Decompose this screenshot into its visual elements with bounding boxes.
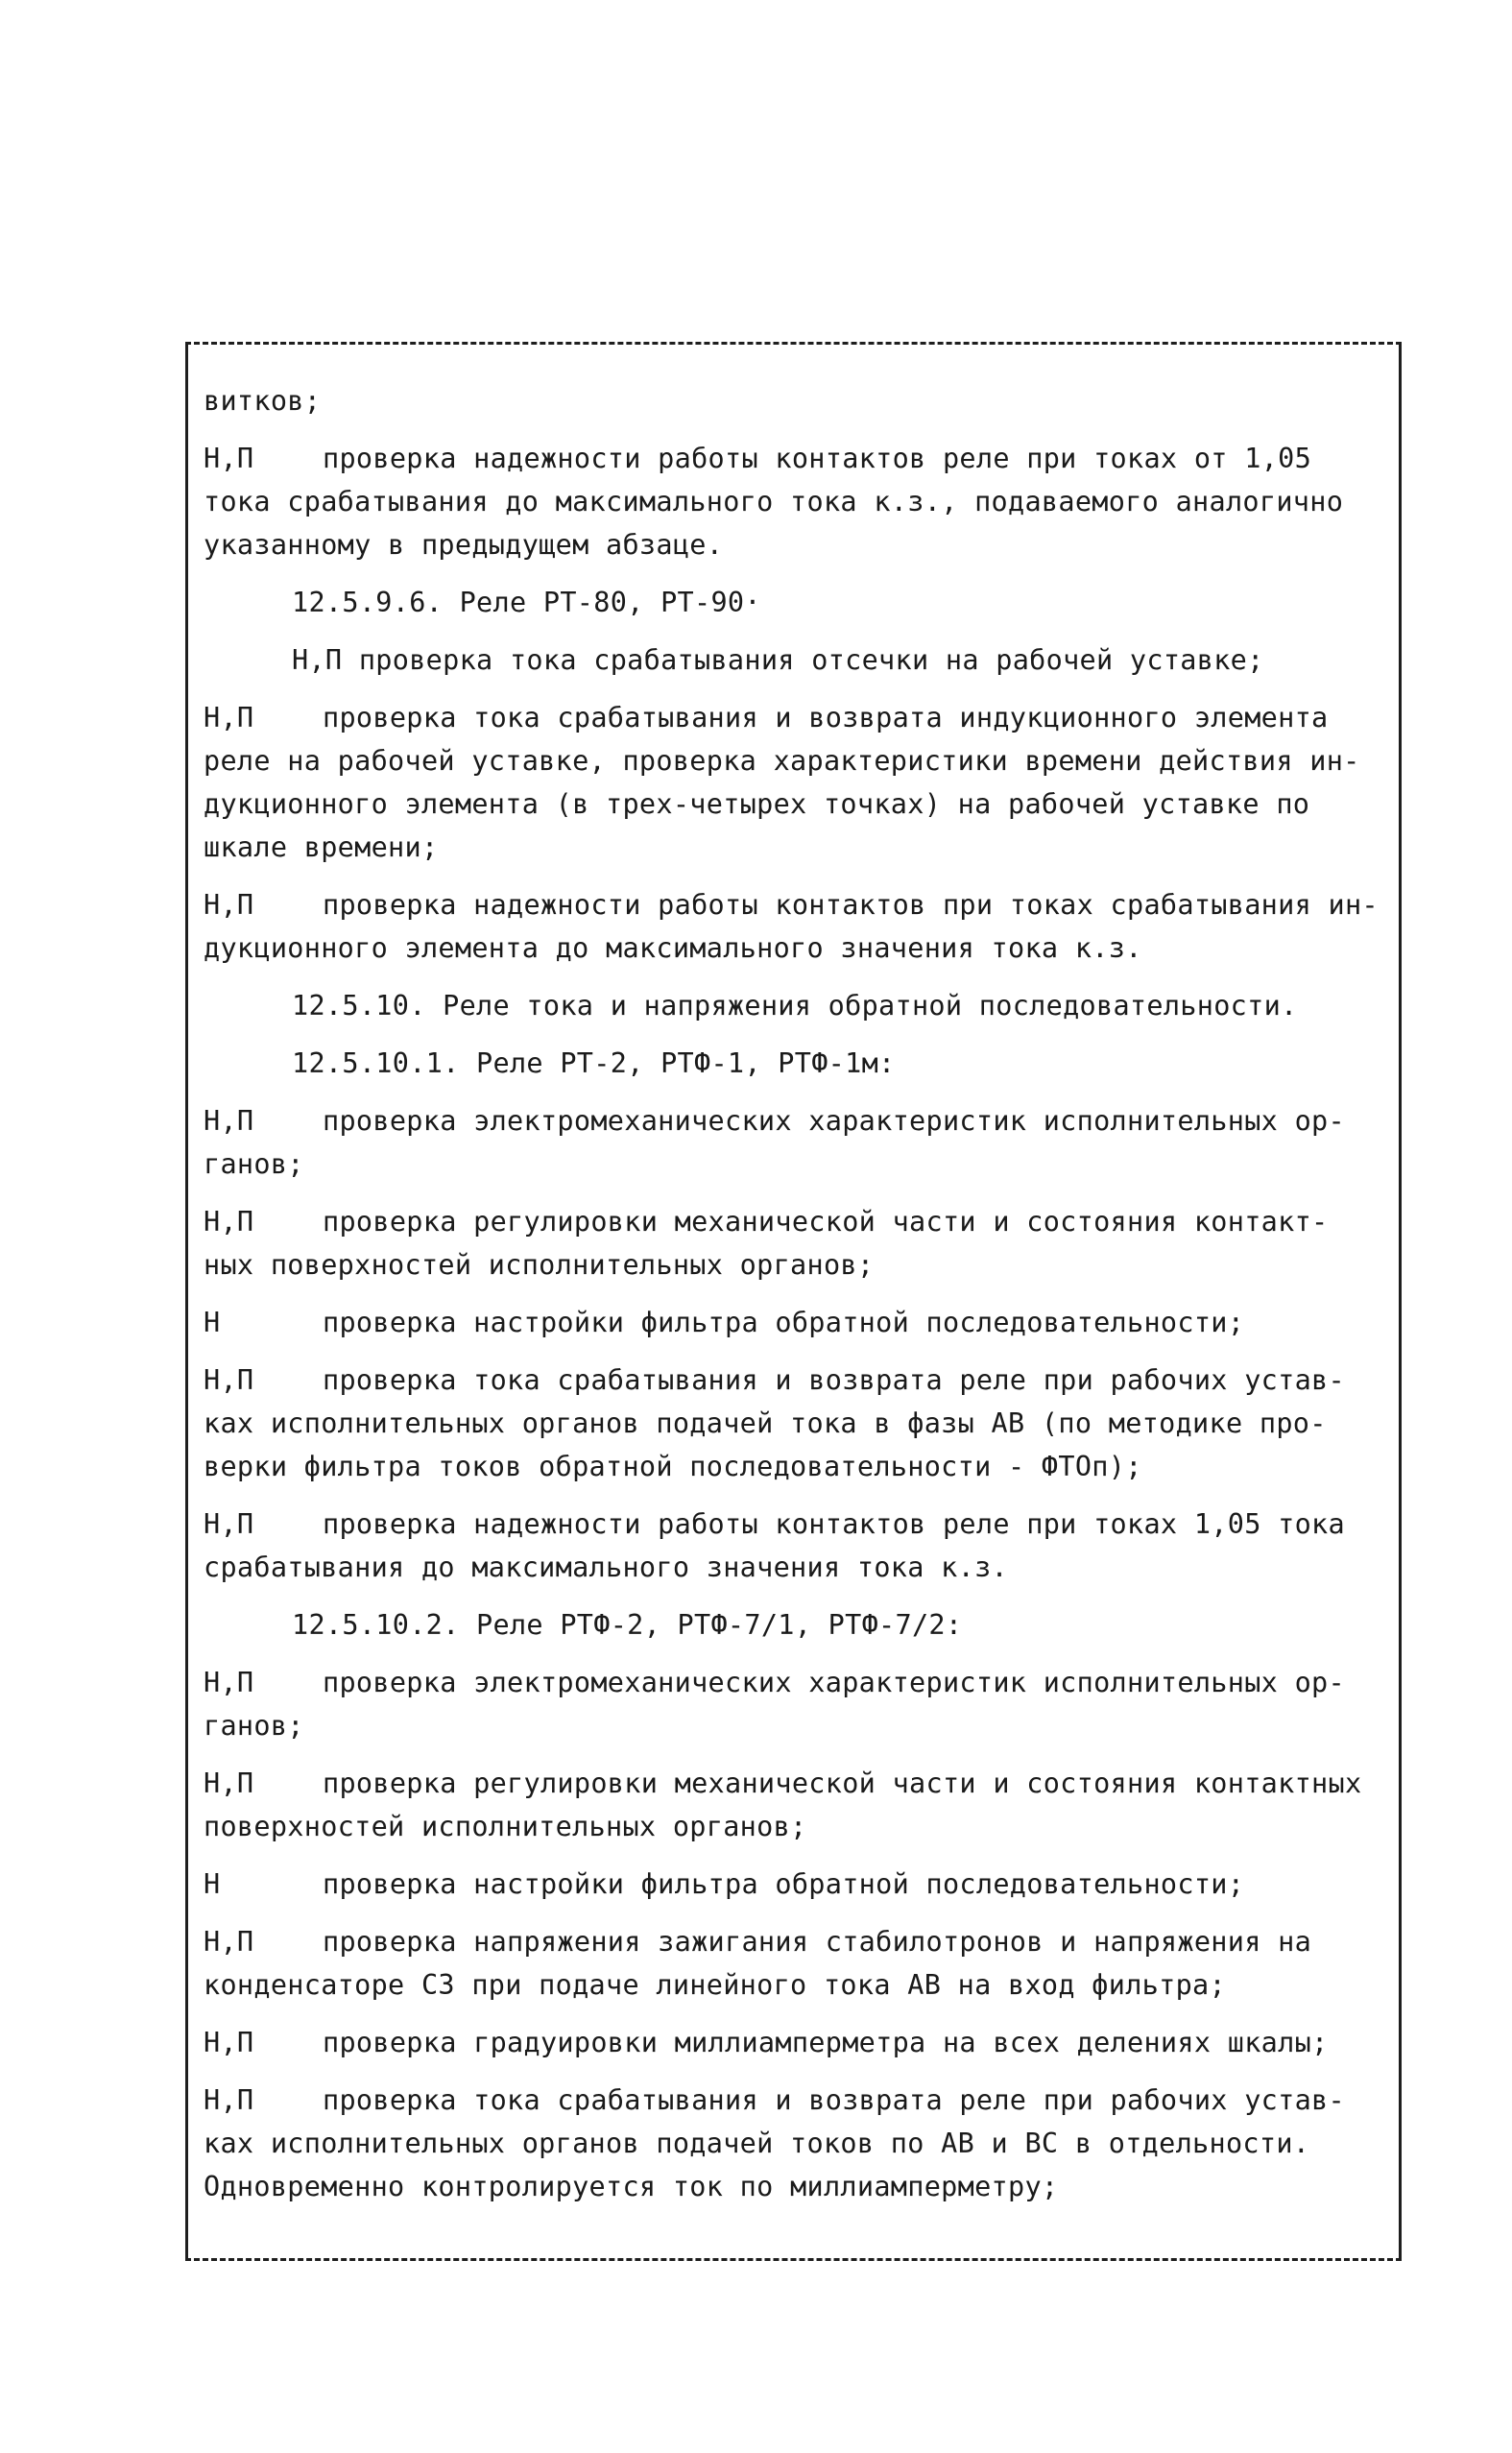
spacer: [204, 1488, 1389, 1503]
spacer: [204, 422, 1389, 437]
check-item-first-line: [204, 1200, 1389, 1243]
check-item-text: проверка надежности работы контактов при токах срабатывания ин-: [323, 889, 1379, 921]
check-item: [204, 1920, 1389, 2007]
spacer: [204, 566, 1389, 581]
check-item: [204, 2079, 1389, 2208]
check-item-text: проверка надежности работы контактов реле при токах 1,05 тока: [323, 1508, 1345, 1540]
check-item-mark: Н,П: [204, 1105, 254, 1137]
check-item-continuation: дукционного элемента (в трех-четырех точках) на рабочей уставке по: [204, 788, 1310, 820]
check-item-text: проверка электромеханических характеристик исполнительных ор-: [323, 1667, 1345, 1698]
spacer: [204, 1186, 1389, 1200]
section-heading: 12.5.9.6. Реле РТ-80, РТ-90·: [292, 587, 761, 618]
check-item-mark: Н,П: [204, 889, 254, 921]
check-item: [204, 1359, 1389, 1488]
check-item-continuation: ганов;: [204, 1148, 304, 1180]
spacer: [204, 1344, 1389, 1359]
check-item-continuation: ганов;: [204, 1710, 304, 1742]
check-item-mark: Н,П: [204, 1768, 254, 1799]
check-item: [204, 2021, 1389, 2064]
check-item-mark: Н,П: [204, 2027, 254, 2058]
check-item-continuation: дукционного элемента до максимального значения тока к.з.: [204, 932, 1142, 964]
check-item: [204, 883, 1389, 970]
spacer: [204, 1027, 1389, 1042]
check-item-continuation: ках исполнительных органов подачей тока в фазы АВ (по методике про-: [204, 1407, 1327, 1439]
spacer: [204, 970, 1389, 984]
check-item: [204, 437, 1389, 566]
check-item-continuation: срабатывания до максимального значения тока к.з.: [204, 1551, 1009, 1583]
document-body: [204, 379, 1389, 2208]
check-item-first-line: [204, 2079, 1389, 2122]
check-item-first-line: [204, 1099, 1389, 1142]
check-item-continuation: ках исполнительных органов подачей токов по АВ и ВС в отдельности.: [204, 2128, 1310, 2159]
check-item-text: проверка тока срабатывания и возврата реле при рабочих устав-: [323, 2084, 1345, 2116]
check-item: [204, 1661, 1389, 1747]
check-item-continuation: конденсаторе С3 при подаче линейного тока АВ на вход фильтра;: [204, 1969, 1226, 2001]
section-heading: 12.5.10.2. Реле РТФ-2, РТФ-7/1, РТФ-7/2:: [292, 1609, 963, 1641]
check-item-first-line: [204, 696, 1389, 739]
frame-top-border: [185, 342, 1402, 345]
spacer: [204, 1906, 1389, 1920]
check-item-mark: Н,П: [204, 1364, 254, 1396]
check-item-first-line: [204, 2021, 1389, 2064]
section-heading: Н,П проверка тока срабатывания отсечки на рабочей уставке;: [292, 644, 1264, 676]
check-item-first-line: [204, 1920, 1389, 1963]
spacer: [204, 624, 1389, 638]
check-item-continuation: шкале времени;: [204, 831, 439, 863]
check-item-continuation: указанному в предыдущем абзаце.: [204, 529, 724, 561]
check-item-text: проверка настройки фильтра обратной последовательности;: [323, 1307, 1245, 1338]
check-item-continuation: реле на рабочей уставке, проверка характеристики времени действия ин-: [204, 745, 1360, 777]
spacer: [204, 1747, 1389, 1762]
check-item-text: проверка регулировки механической части и состояния контакт-: [323, 1206, 1329, 1238]
spacer: [204, 682, 1389, 696]
check-item-text: проверка тока срабатывания и возврата реле при рабочих устав-: [323, 1364, 1345, 1396]
section-heading: 12.5.10.1. Реле РТ-2, РТФ-1, РТФ-1м:: [292, 1047, 896, 1079]
text-line: витков;: [204, 385, 322, 417]
check-item: [204, 1762, 1389, 1848]
spacer: [204, 2064, 1389, 2079]
check-item-text: проверка напряжения зажигания стабилотронов и напряжения на: [323, 1926, 1312, 1958]
check-item-continuation: Одновременно контролируется ток по миллиамперметру;: [204, 2171, 1059, 2202]
check-item-first-line: [204, 1762, 1389, 1805]
check-item: [204, 696, 1389, 869]
frame-bottom-border: [185, 2258, 1402, 2261]
check-item-text: проверка надежности работы контактов реле при токах от 1,05: [323, 443, 1312, 474]
section-heading: 12.5.10. Реле тока и напряжения обратной последовательности.: [292, 990, 1298, 1022]
check-item-mark: Н,П: [204, 1667, 254, 1698]
check-item: [204, 1301, 1389, 1344]
check-item-mark: Н,П: [204, 702, 254, 733]
spacer: [204, 1647, 1389, 1661]
check-item-first-line: [204, 1503, 1389, 1546]
check-item-first-line: [204, 883, 1389, 926]
check-item-text: проверка регулировки механической части и состояния контактных: [323, 1768, 1362, 1799]
check-item-text: проверка градуировки миллиамперметра на всех делениях шкалы;: [323, 2027, 1329, 2058]
check-item-first-line: [204, 1301, 1389, 1344]
check-item-mark: Н: [204, 1868, 221, 1900]
check-item-text: проверка тока срабатывания и возврата индукционного элемента: [323, 702, 1329, 733]
check-item: [204, 1099, 1389, 1186]
check-item-continuation: верки фильтра токов обратной последовательности - ФТОп);: [204, 1451, 1142, 1482]
check-item-mark: Н,П: [204, 443, 254, 474]
check-item-mark: Н: [204, 1307, 221, 1338]
check-item-mark: Н,П: [204, 2084, 254, 2116]
check-item-first-line: [204, 1359, 1389, 1402]
spacer: [204, 1589, 1389, 1603]
check-item-mark: Н,П: [204, 1206, 254, 1238]
spacer: [204, 869, 1389, 883]
check-item: [204, 1200, 1389, 1287]
check-item: [204, 1863, 1389, 1906]
check-item-first-line: [204, 1661, 1389, 1704]
spacer: [204, 2007, 1389, 2021]
check-item-mark: Н,П: [204, 1926, 254, 1958]
spacer: [204, 1085, 1389, 1099]
check-item-first-line: [204, 1863, 1389, 1906]
check-item-continuation: тока срабатывания до максимального тока к.з., подаваемого аналогично: [204, 486, 1344, 517]
check-item-text: проверка настройки фильтра обратной последовательности;: [323, 1868, 1245, 1900]
check-item-text: проверка электромеханических характеристик исполнительных ор-: [323, 1105, 1345, 1137]
check-item-continuation: поверхностей исполнительных органов;: [204, 1811, 807, 1842]
check-item-continuation: ных поверхностей исполнительных органов;: [204, 1249, 875, 1281]
check-item-first-line: [204, 437, 1389, 480]
check-item: [204, 1503, 1389, 1589]
spacer: [204, 1287, 1389, 1301]
check-item-mark: Н,П: [204, 1508, 254, 1540]
spacer: [204, 1848, 1389, 1863]
